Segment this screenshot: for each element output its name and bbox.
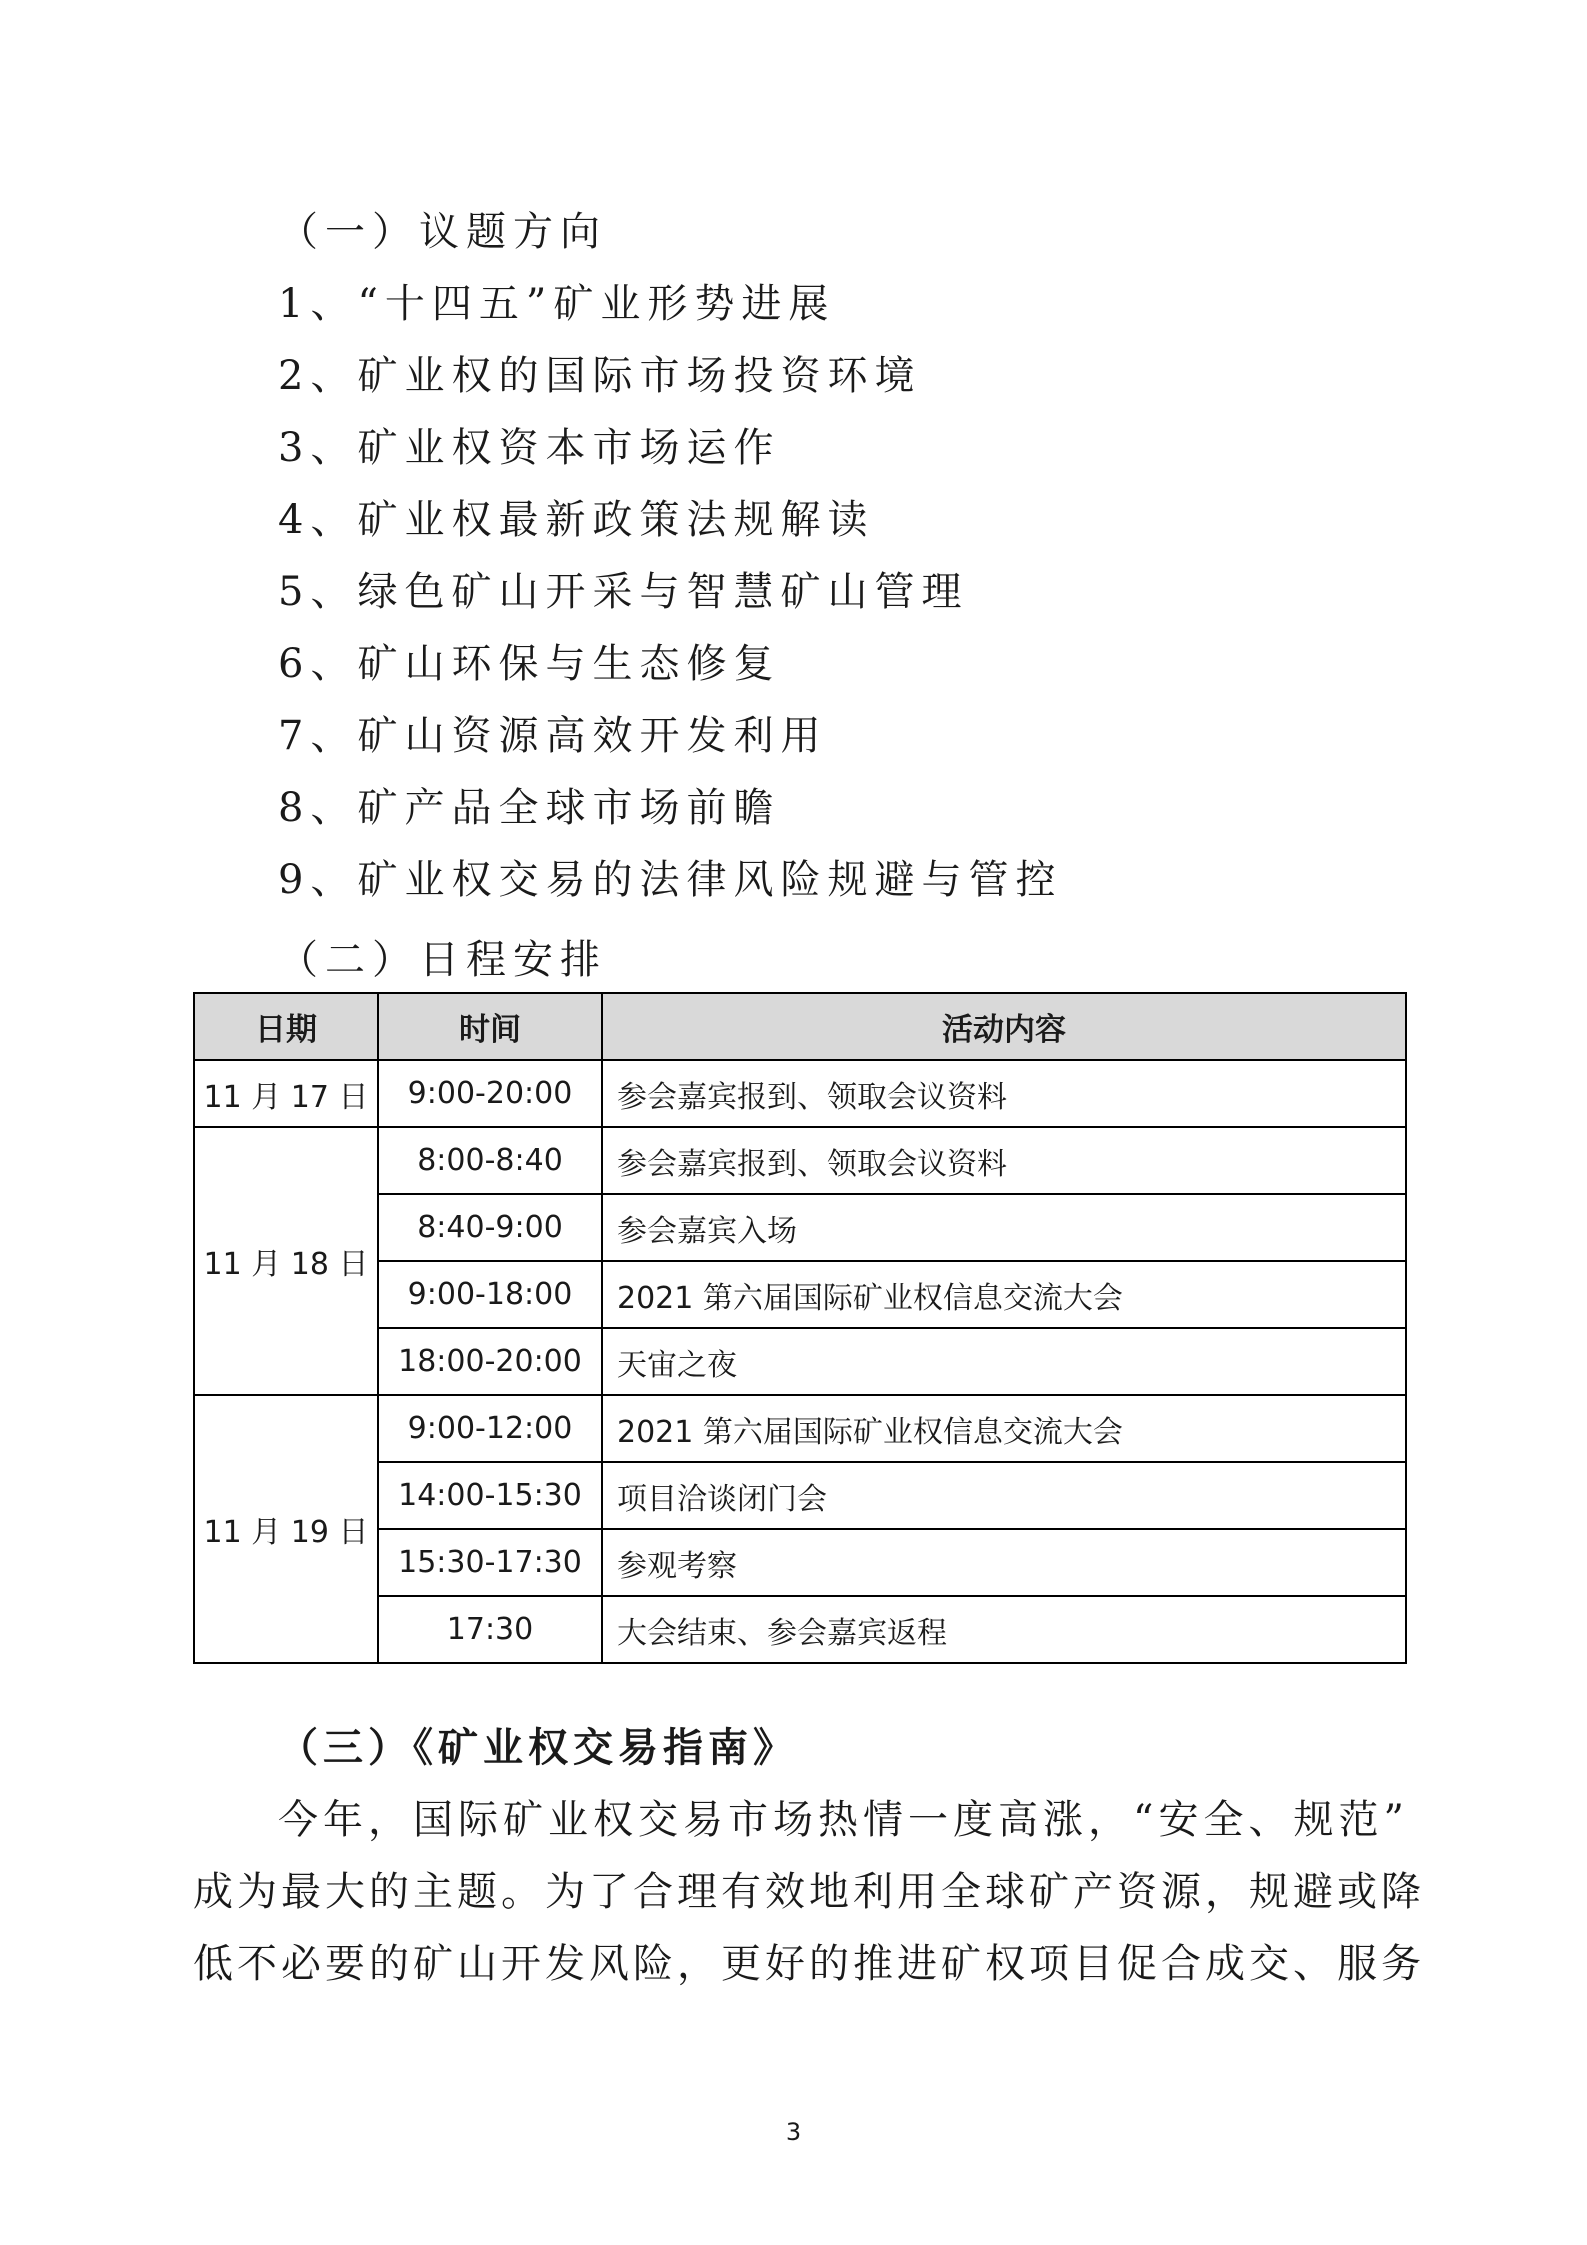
- topic-item: 2、矿业权的国际市场投资环境: [278, 353, 922, 399]
- schedule-table: [193, 992, 1407, 1664]
- time-cell: 18:00-20:00: [378, 1328, 602, 1395]
- topic-item: 7、矿山资源高效开发利用: [278, 713, 828, 759]
- section1-heading: （一）议题方向: [278, 209, 607, 255]
- section3-heading: （三）《矿业权交易指南》: [278, 1724, 798, 1771]
- time-cell: 8:00-8:40: [378, 1127, 602, 1194]
- time-cell: 15:30-17:30: [378, 1529, 602, 1596]
- header-date: 日期: [194, 993, 378, 1060]
- activity-cell: 参会嘉宾报到、领取会议资料: [602, 1060, 1406, 1127]
- topic-item: 1、“十四五”矿业形势进展: [278, 281, 836, 327]
- time-cell: 14:00-15:30: [378, 1462, 602, 1529]
- page-number: 3: [785, 2118, 802, 2146]
- table-row: [194, 1127, 1406, 1194]
- paragraph-line: 今年，国际矿业权交易市场热情一度高涨，“安全、规范”: [278, 1797, 1409, 1843]
- topic-item: 4、矿业权最新政策法规解读: [278, 497, 875, 543]
- activity-cell: 参会嘉宾报到、领取会议资料: [602, 1127, 1406, 1194]
- topic-item: 8、矿产品全球市场前瞻: [278, 785, 781, 831]
- table-row: [194, 1060, 1406, 1127]
- activity-cell: 项目洽谈闭门会: [602, 1462, 1406, 1529]
- table-header-row: [194, 993, 1406, 1060]
- time-cell: 9:00-12:00: [378, 1395, 602, 1462]
- date-cell: 11 月 19 日: [194, 1395, 378, 1663]
- time-cell: 8:40-9:00: [378, 1194, 602, 1261]
- activity-cell: 参会嘉宾入场: [602, 1194, 1406, 1261]
- topic-item: 6、矿山环保与生态修复: [278, 641, 781, 687]
- time-cell: 9:00-18:00: [378, 1261, 602, 1328]
- header-time: 时间: [378, 993, 602, 1060]
- section2-heading: （二）日程安排: [278, 937, 607, 983]
- header-activity: 活动内容: [602, 993, 1406, 1060]
- table-row: [194, 1395, 1406, 1462]
- activity-cell: 2021 第六届国际矿业权信息交流大会: [602, 1395, 1406, 1462]
- date-cell: 11 月 18 日: [194, 1127, 378, 1395]
- activity-cell: 大会结束、参会嘉宾返程: [602, 1596, 1406, 1663]
- activity-cell: 参观考察: [602, 1529, 1406, 1596]
- time-cell: 9:00-20:00: [378, 1060, 602, 1127]
- topic-item: 9、矿业权交易的法律风险规避与管控: [278, 857, 1063, 903]
- time-cell: 17:30: [378, 1596, 602, 1663]
- paragraph-line: 成为最大的主题。为了合理有效地利用全球矿产资源，规避或降: [193, 1869, 1425, 1915]
- paragraph-line: 低不必要的矿山开发风险，更好的推进矿权项目促合成交、服务: [193, 1941, 1425, 1987]
- topic-item: 5、绿色矿山开采与智慧矿山管理: [278, 569, 969, 615]
- topic-item: 3、矿业权资本市场运作: [278, 425, 781, 471]
- activity-cell: 天宙之夜: [602, 1328, 1406, 1395]
- activity-cell: 2021 第六届国际矿业权信息交流大会: [602, 1261, 1406, 1328]
- date-cell: 11 月 17 日: [194, 1060, 378, 1127]
